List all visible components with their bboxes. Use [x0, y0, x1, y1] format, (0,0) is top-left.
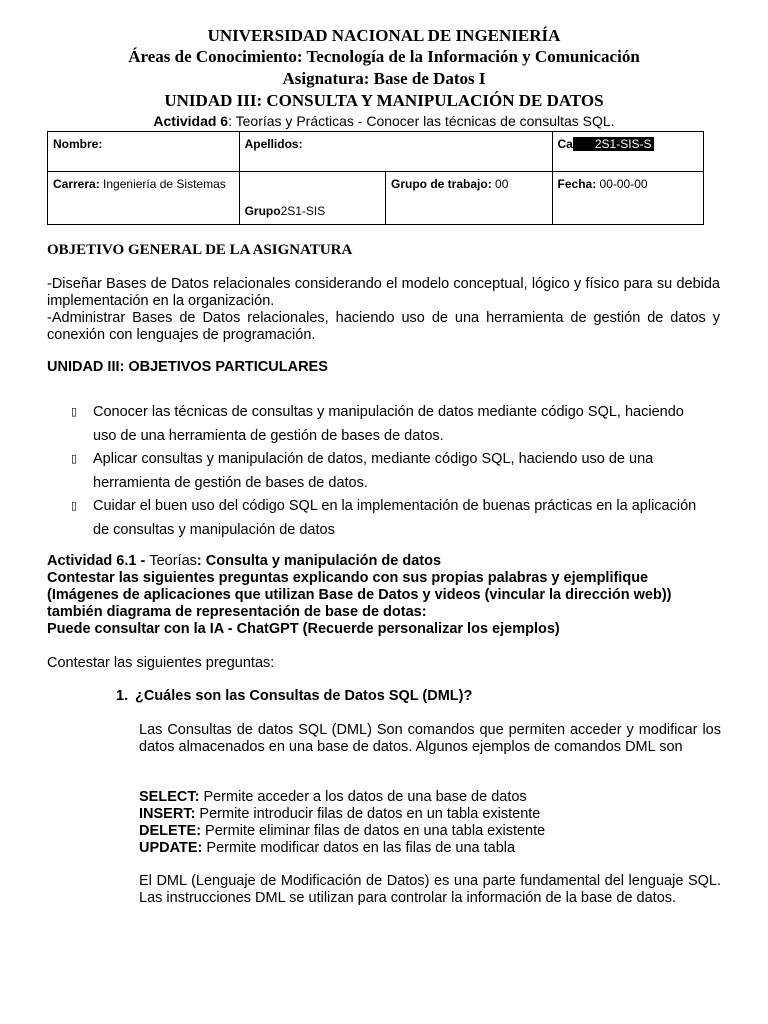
objetivo-item-1: Conocer las técnicas de consultas y manipulación de datos mediante código SQL, haciendo uso de una herramienta de gestión de bases de datos.	[93, 404, 684, 444]
objetivo-general-title: OBJETIVO GENERAL DE LA ASIGNATURA	[47, 242, 353, 258]
student-info-table	[47, 131, 704, 225]
question-1-answer-paragraph-1: Las Consultas de datos SQL (DML) Son comandos que permiten acceder y modificar los datos almacenados en una base de datos. Algunos ejemplos de comandos DML son	[139, 722, 721, 755]
dml-commands-list	[139, 789, 721, 857]
objetivos-particulares-title: UNIDAD III: OBJETIVOS PARTICULARES	[47, 359, 328, 375]
grupo-cell[interactable]	[239, 172, 385, 225]
objetivo-general-paragraph-2: -Administrar Bases de Datos relacionales, haciendo uso de una herramienta de gestión de datos y conexión con lenguajes de programación.	[47, 310, 720, 343]
grupo-trabajo-value: 00	[491, 177, 509, 191]
activity-description: : Teorías y Prácticas - Conocer las técnicas de consultas SQL.	[228, 113, 615, 129]
command-select-desc: Permite acceder a los datos de una base de datos	[199, 789, 527, 805]
grupo-trabajo-label: Grupo de trabajo:	[391, 177, 492, 191]
carnet-cell[interactable]	[552, 132, 703, 172]
list-item	[139, 840, 721, 857]
question-1-answer-paragraph-2: El DML (Lenguaje de Modificación de Datos) es una parte fundamental del lenguaje SQL. Las instrucciones DML se utilizan para controlar la información de la base de datos.	[139, 873, 721, 906]
actividad-line-5: Puede consultar con la IA - ChatGPT (Recuerde personalizar los ejemplos)	[47, 621, 560, 637]
list-item	[139, 806, 721, 823]
fecha-value: 00-00-00	[596, 177, 648, 191]
missing-glyph-icon: ▯	[71, 453, 78, 465]
table-row	[48, 132, 704, 172]
command-insert-name: INSERT:	[139, 806, 196, 822]
missing-glyph-icon: ▯	[71, 406, 78, 418]
unit-title: UNIDAD III: CONSULTA Y MANIPULACIÓN DE DATOS	[164, 91, 604, 110]
carnet-label: Ca	[557, 137, 573, 151]
subject-title: Asignatura: Base de Datos I	[282, 69, 486, 88]
nombre-label: Nombre:	[53, 137, 103, 151]
list-item	[139, 789, 721, 806]
objetivo-item-3: Cuidar el buen uso del código SQL en la implementación de buenas prácticas en la aplicación de consultas y manipulación de datos	[93, 498, 697, 538]
activity-label: Actividad 6	[153, 113, 229, 129]
carnet-value: 2S1-SIS-S	[594, 137, 652, 151]
question-1-number: 1.	[116, 688, 129, 704]
missing-glyph-icon: ▯	[71, 500, 78, 512]
fecha-label: Fecha:	[557, 177, 597, 191]
carnet-redacted-value	[573, 137, 654, 151]
actividad-title-bold: Actividad 6.1 -	[47, 553, 150, 569]
command-update-desc: Permite modificar datos en las filas de una tabla	[202, 840, 516, 856]
actividad-intro: Contestar las siguientes preguntas:	[47, 655, 275, 671]
nombre-cell[interactable]	[48, 132, 240, 172]
grupo-trabajo-cell[interactable]	[386, 172, 553, 225]
carrera-value: Ingeniería de Sistemas	[99, 177, 226, 191]
table-row	[48, 172, 704, 225]
actividad-line-3: (Imágenes de aplicaciones que utilizan Base de Datos y videos (vincular la dirección web))	[47, 587, 672, 603]
command-delete-name: DELETE:	[139, 823, 202, 839]
actividad-line-4: también diagrama de representación de base de dotas:	[47, 604, 427, 620]
command-select-name: SELECT:	[139, 789, 200, 805]
actividad-title	[47, 553, 720, 570]
actividad-title-normal: Teorías	[149, 553, 197, 569]
carrera-cell[interactable]	[48, 172, 240, 225]
grupo-value: 2S1-SIS	[280, 204, 326, 218]
list-item	[71, 448, 711, 496]
list-item	[71, 495, 711, 543]
carrera-label: Carrera:	[53, 177, 100, 191]
question-1-text: ¿Cuáles son las Consultas de Datos SQL (DML)?	[135, 688, 473, 704]
list-item	[139, 823, 721, 840]
university-title: UNIVERSIDAD NACIONAL DE INGENIERÍA	[207, 26, 561, 45]
actividad-line-2: Contestar las siguientes preguntas explicando con sus propias palabras y ejemplifique	[47, 570, 649, 586]
areas-title: Áreas de Conocimiento: Tecnología de la Información y Comunicación	[128, 47, 640, 66]
objetivo-item-2: Aplicar consultas y manipulación de datos, mediante código SQL, haciendo uso de una herramienta de gestión de bases de datos.	[93, 451, 654, 491]
command-update-name: UPDATE:	[139, 840, 203, 856]
apellidos-cell[interactable]	[239, 132, 552, 172]
command-insert-desc: Permite introducir filas de datos en un tabla existente	[195, 806, 541, 822]
fecha-cell[interactable]	[552, 172, 703, 225]
list-item	[71, 401, 711, 449]
command-delete-desc: Permite eliminar filas de datos en una tabla existente	[201, 823, 546, 839]
activity-subtitle	[0, 112, 768, 130]
actividad-block	[47, 553, 720, 638]
apellidos-label: Apellidos:	[244, 137, 303, 151]
actividad-title-rest: : Consulta y manipulación de datos	[196, 553, 442, 569]
grupo-label: Grupo	[244, 204, 281, 218]
objetivo-general-paragraph-1: -Diseñar Bases de Datos relacionales considerando el modelo conceptual, lógico y físico para su debida implementación en la organización.	[47, 276, 720, 309]
